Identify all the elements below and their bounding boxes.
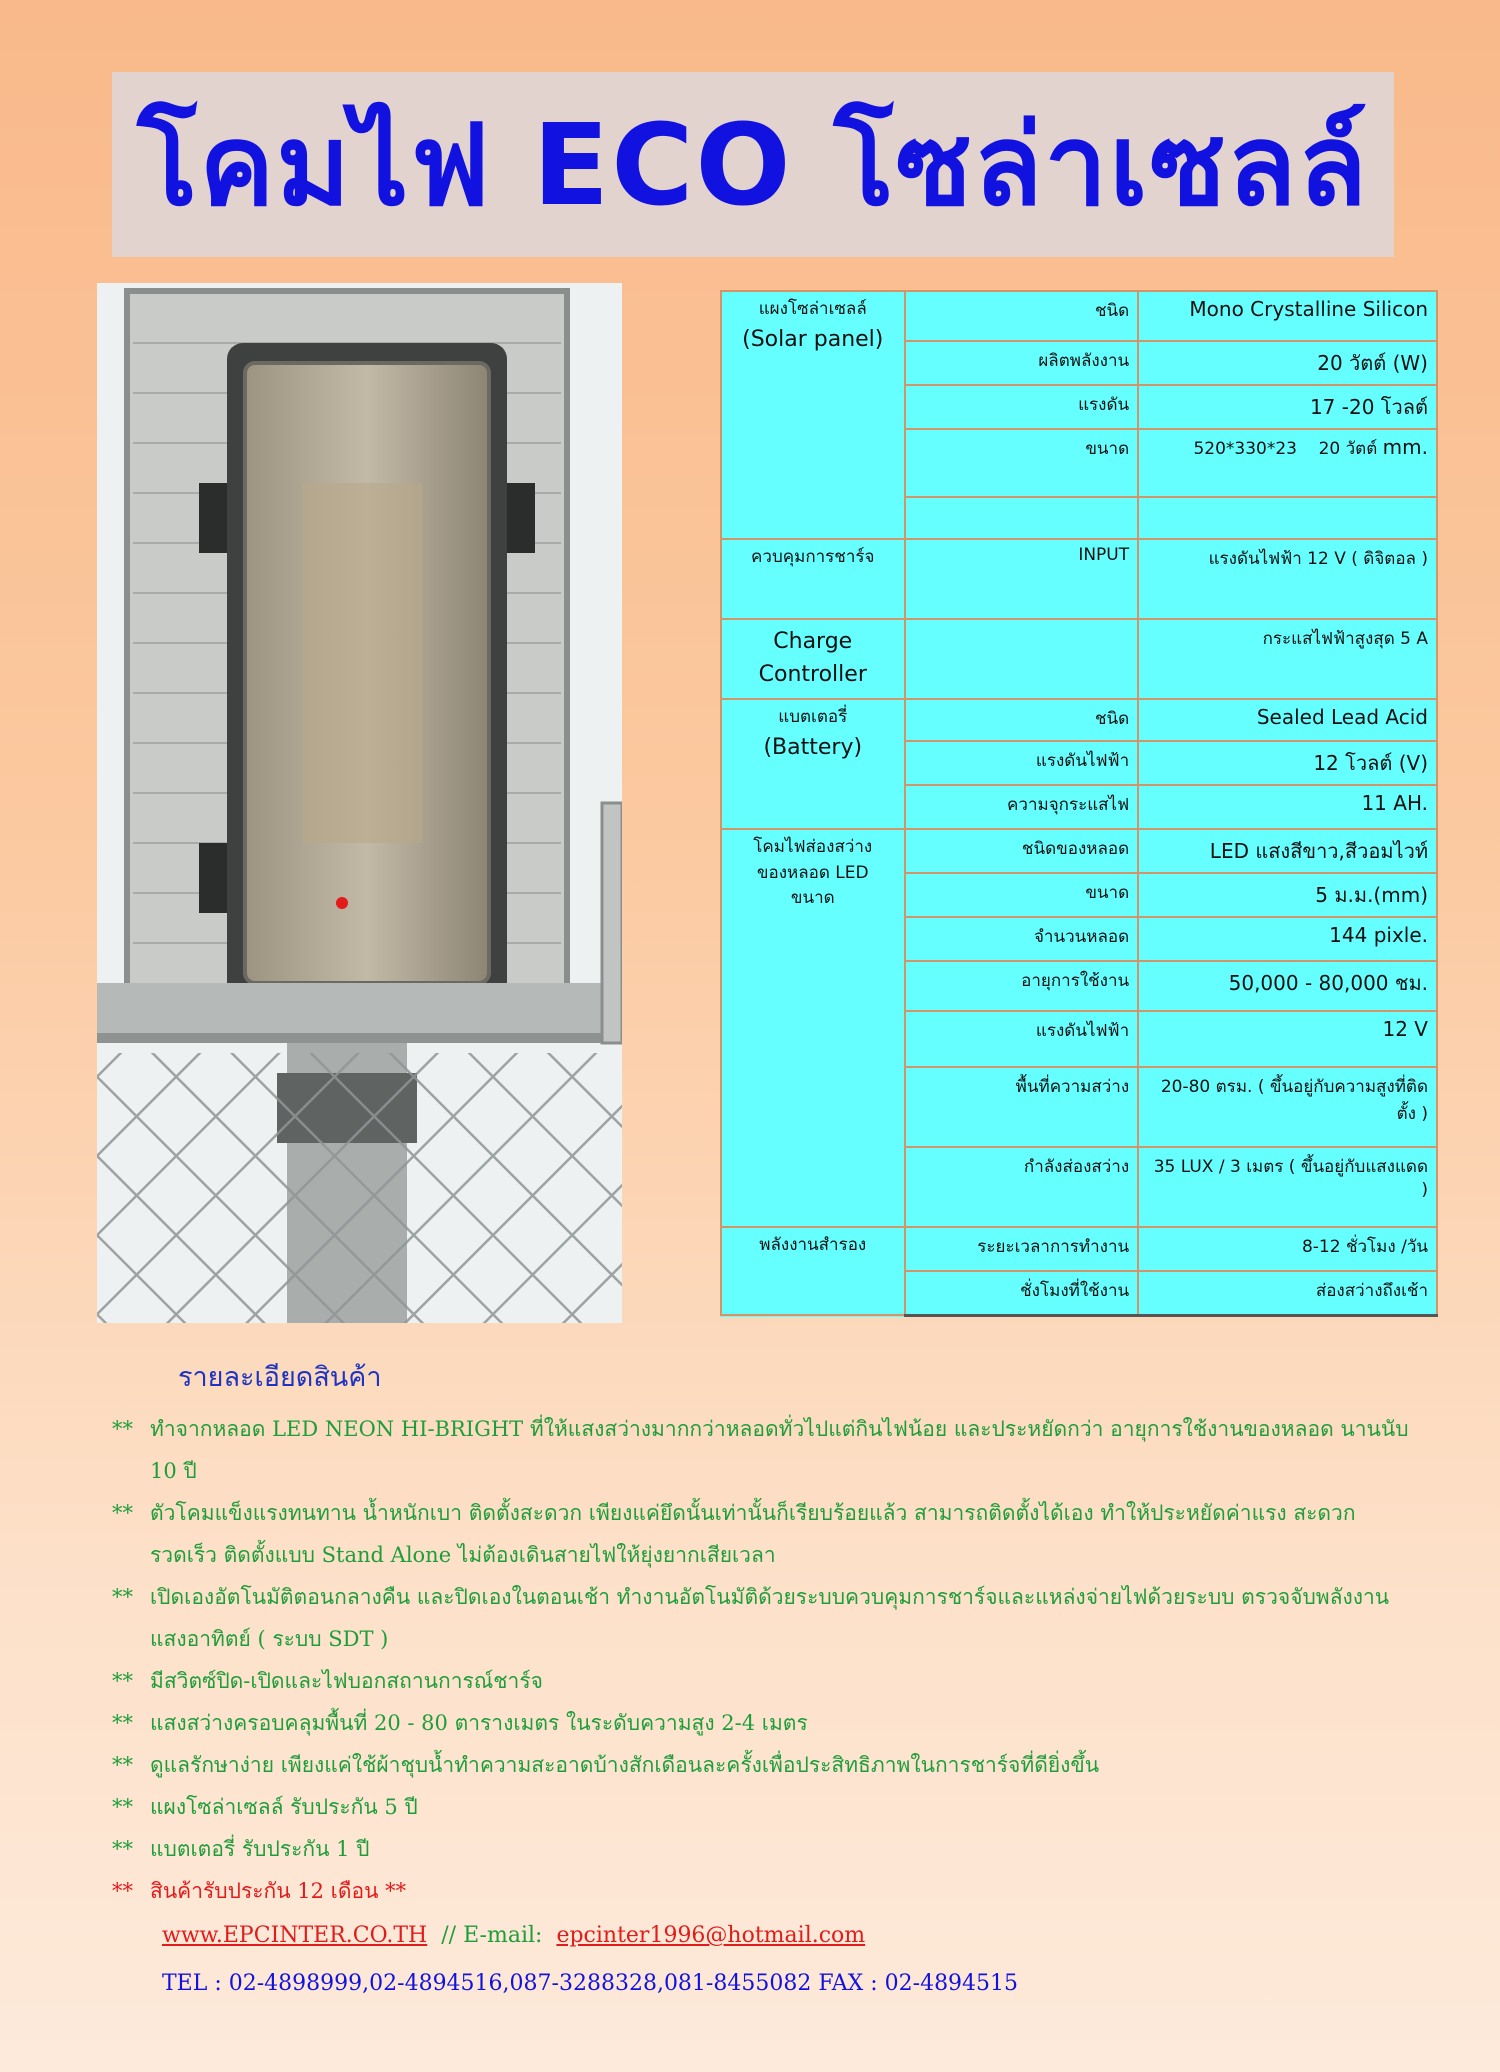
lamp-category-line1: โคมไฟส่องสว่าง <box>753 837 873 857</box>
bullet-star: ** <box>112 1795 133 1819</box>
bullet-text: เปิดเองอัตโนมัติตอนกลางคืน และปิดเองในตอนเช้า ทำงานอัตโนมัติด้วยระบบควบคุมการชาร์จและแหล่งจ่ายไฟด้วยระบบ ตรวจจับพลังงานแสงอาทิตย์ ( ระบบ SDT ) <box>150 1585 1390 1651</box>
lamp-category <box>721 829 905 1227</box>
list-item <box>112 1786 1412 1828</box>
spec-value: 11 AH. <box>1138 785 1437 829</box>
spec-value: 17 -20 โวลต์ <box>1138 385 1437 429</box>
spec-label: ชั่งโมงที่ใช้งาน <box>905 1271 1139 1315</box>
bullet-star: ** <box>112 1711 133 1735</box>
spec-label: ชนิด <box>905 291 1139 341</box>
lamp-category-line2: ของหลอด LED <box>756 862 869 883</box>
spec-label: ผลิตพลังงาน <box>905 341 1139 385</box>
details-heading: รายละเอียดสินค้า <box>178 1362 382 1393</box>
product-photo <box>97 283 622 1323</box>
phone-fax: TEL : 02-4898999,02-4894516,087-3288328,081-8455082 FAX : 02-4894515 <box>162 1971 1019 1996</box>
spec-value: 8-12 ชั่วโมง /วัน <box>1138 1227 1437 1271</box>
list-item <box>112 1744 1412 1786</box>
spec-value: 12 โวลต์ (V) <box>1138 741 1437 785</box>
solar-lamp-illustration <box>97 283 622 1323</box>
empty-cell <box>905 497 1139 539</box>
solar-category-en: (Solar panel) <box>742 326 884 352</box>
contact-line <box>162 1912 1412 1960</box>
empty-cell <box>1138 497 1437 539</box>
bullet-text: มีสวิตซ์ปิด-เปิดและไฟบอกสถานการณ์ชาร์จ <box>150 1669 543 1693</box>
bullet-text: แบตเตอรี่ รับประกัน 1 ปี <box>150 1837 370 1861</box>
empty-cell <box>905 619 1139 699</box>
spec-value: Sealed Lead Acid <box>1138 699 1437 741</box>
backup-category: พลังงานสำรอง <box>721 1227 905 1315</box>
spec-label: ความจุกระแสไฟ <box>905 785 1139 829</box>
bullet-star: ** <box>112 1501 133 1525</box>
charge-category-en: Charge Controller <box>721 619 905 699</box>
spec-value: กระแสไฟฟ้าสูงสุด 5 A <box>1138 619 1437 699</box>
bullet-text: ทำจากหลอด LED NEON HI-BRIGHT ที่ให้แสงสว่างมากกว่าหลอดทั่วไปแต่กินไฟน้อย และประหยัดกว่า อายุการใช้งานของหลอด นานนับ 10 ปี <box>150 1417 1409 1483</box>
spec-value: 50,000 - 80,000 ชม. <box>1138 961 1437 1011</box>
bullet-star: ** <box>112 1879 133 1903</box>
solar-category-th: แผงโซล่าเซลล์ <box>758 299 867 319</box>
spec-value: 12 V <box>1138 1011 1437 1067</box>
bullet-text: แผงโซล่าเซลล์ รับประกัน 5 ปี <box>150 1795 418 1819</box>
warranty-text: สินค้ารับประกัน 12 เดือน ** <box>150 1879 407 1903</box>
bullet-text: ดูแลรักษาง่าย เพียงแค่ใช้ผ้าชุบน้ำทำความสะอาดบ้างสักเดือนละครั้งเพื่อประสิทธิภาพในการชาร์จที่ดียิ่งขึ้น <box>150 1753 1100 1777</box>
spec-label: แรงดัน <box>905 385 1139 429</box>
spec-value: 144 pixle. <box>1138 917 1437 961</box>
website-link[interactable]: www.EPCINTER.CO.TH <box>162 1923 428 1948</box>
phone-line <box>162 1960 1412 2008</box>
spec-label: ชนิดของหลอด <box>905 829 1139 873</box>
bullet-star: ** <box>112 1585 133 1609</box>
list-item <box>112 1702 1412 1744</box>
spec-value: แรงดันไฟฟ้า 12 V ( ดิจิตอล ) <box>1138 539 1437 619</box>
spec-label: ระยะเวลาการทำงาน <box>905 1227 1139 1271</box>
spec-label: แรงดันไฟฟ้า <box>905 1011 1139 1067</box>
bullet-star: ** <box>112 1837 133 1861</box>
spec-label: จำนวนหลอด <box>905 917 1139 961</box>
bullet-star: ** <box>112 1417 133 1441</box>
product-details <box>112 1355 1412 2008</box>
spec-label: พื้นที่ความสว่าง <box>905 1067 1139 1147</box>
title-banner <box>112 72 1394 257</box>
charge-category: ควบคุมการชาร์จ <box>721 539 905 619</box>
spec-value: ส่องสว่างถึงเช้า <box>1138 1271 1437 1315</box>
spec-label: อายุการใช้งาน <box>905 961 1139 1011</box>
email-label: // E-mail: <box>441 1923 543 1948</box>
spec-label: INPUT <box>905 539 1139 619</box>
spec-table <box>720 290 1438 1317</box>
spec-value: 520*330*23 20 วัตต์ mm. <box>1138 429 1437 497</box>
spec-label: ขนาด <box>905 429 1139 497</box>
list-item <box>112 1408 1412 1492</box>
battery-category-th: แบตเตอรี่ <box>778 707 848 727</box>
warranty-line <box>112 1870 1412 1912</box>
spec-label: ชนิด <box>905 699 1139 741</box>
spec-label: กำลังส่องสว่าง <box>905 1147 1139 1227</box>
page-title: โคมไฟ ECO โซล่าเซลล์ <box>137 100 1369 231</box>
spec-value: 20-80 ตรม. ( ขึ้นอยู่กับความสูงที่ติดตั้ง ) <box>1138 1067 1437 1147</box>
lamp-category-line3: ขนาด <box>790 888 835 908</box>
list-item <box>112 1828 1412 1870</box>
spec-value: Mono Crystalline Silicon <box>1138 291 1437 341</box>
spec-value: 5 ม.ม.(mm) <box>1138 873 1437 917</box>
list-item <box>112 1660 1412 1702</box>
solar-category <box>721 291 905 539</box>
bullet-star: ** <box>112 1753 133 1777</box>
bullet-text: แสงสว่างครอบคลุมพื้นที่ 20 - 80 ตารางเมตร ในระดับความสูง 2-4 เมตร <box>150 1711 808 1735</box>
bullet-text: ตัวโคมแข็งแรงทนทาน น้ำหนักเบา ติดตั้งสะดวก เพียงแค่ยึดนั้นเท่านั้นก็เรียบร้อยแล้ว สามารถติดตั้งได้เอง ทำให้ประหยัดค่าแรง สะดวก รวดเร็ว ติดตั้งแบบ Stand Alone ไม่ต้องเดินสายไฟให้ยุ่งยากเสียเวลา <box>150 1501 1356 1567</box>
battery-category-en: (Battery) <box>763 734 863 760</box>
spec-value: 20 วัตต์ (W) <box>1138 341 1437 385</box>
spec-value: 35 LUX / 3 เมตร ( ขึ้นอยู่กับแสงแดด ) <box>1138 1147 1437 1227</box>
spec-label: ขนาด <box>905 873 1139 917</box>
email-link[interactable]: epcinter1996@hotmail.com <box>556 1923 866 1948</box>
spec-label: แรงดันไฟฟ้า <box>905 741 1139 785</box>
list-item <box>112 1576 1412 1660</box>
battery-category <box>721 699 905 829</box>
spec-value: LED แสงสีขาว,สีวอมไวท์ <box>1138 829 1437 873</box>
bullet-star: ** <box>112 1669 133 1693</box>
list-item <box>112 1492 1412 1576</box>
